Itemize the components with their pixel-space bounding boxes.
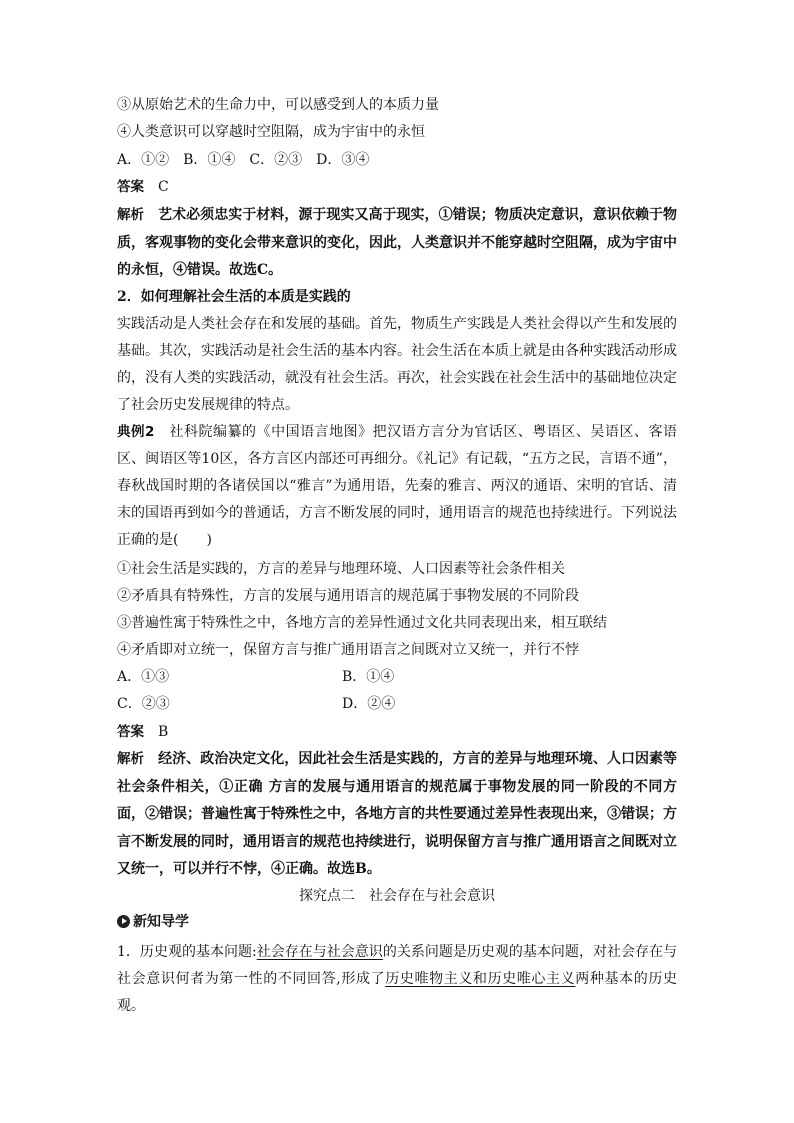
choice-d: D．②④ [342, 696, 396, 712]
answer-value: B [158, 724, 169, 740]
example-text: 社科院编纂的《中国语言地图》把汉语方言分为官话区、粤语区、吴语区、客语区、闽语区等10区，各方言区内部还可再细分。《礼记》有记载，“五方之民，言语不通”，春秋战国时期的各诸侯国以“雅言”为通用语，先秦的雅言、两汉的通语、宋明的官话、清末的国语再到如今的普通话，方言不断发展的同时，通用语言的规范也持续进行。下列说法正确的是( ) [117, 424, 677, 548]
example-2 [117, 419, 677, 554]
analysis-text: 艺术必须忠实于材料，源于现实又高于现实，①错误；物质决定意识，意识依赖于物质，客观事物的变化会带来意识的变化，因此，人类意识并不能穿越时空阻隔，成为宇宙中的永恒，④错误。故选C。 [117, 207, 678, 278]
example-option-4: ④矛盾即对立统一，保留方言与推广通用语言之间既对立又统一，并行不悖 [117, 642, 579, 658]
guide-heading [117, 909, 189, 933]
analysis-label: 解析 [117, 751, 145, 767]
analysis-text: 经济、政治决定文化，因此社会生活是实践的，方言的差异与地理环境、人口因素等社会条件相关，①正确 方言的发展与通用语言的规范属于事物发展的同一阶段的不同方面，②错误；普遍性寓于特殊性之中，各地方言的共性要通过差异性表现出来，③错误；方言不断发展的同时，通用语言的规范也持续进行，说明保留方言与推广通用语言之间既对立又统一，可以并行不悖，④正确。故选B。 [117, 751, 678, 877]
example-option-2: ②矛盾具有特殊性，方言的发展与通用语言的规范属于事物发展的不同阶段 [117, 588, 579, 604]
choice-a: A．①③ [117, 669, 170, 685]
analysis-label: 解析 [117, 207, 145, 223]
answer-1 [117, 174, 169, 200]
example-label: 典例2 [117, 424, 155, 440]
question-2-body: 实践活动是人类社会存在和发展的基础。首先，物质生产实践是人类社会得以产生和发展的基础。其次，实践活动是社会生活的基本内容。社会生活在本质上就是由各种实践活动形成的，没有人类的实践活动，就没有社会生活。再次，社会实践在社会生活中的基础地位决定了社会历史发展规律的特点。 [117, 316, 677, 413]
underlined-term-2: 历史唯物主义和历史唯心主义 [385, 971, 576, 987]
choice-c: C．②③ [117, 696, 170, 712]
answer-label: 答案 [117, 179, 144, 195]
answer-2 [117, 719, 168, 745]
option-3-line: ③从原始艺术的生命力中，可以感受到人的本质力量 [117, 97, 439, 113]
example-option-3: ③普遍性寓于特殊性之中，各地方言的差异性通过文化共同表现出来，相互联结 [117, 615, 607, 631]
choices-line: A．①② B．①④ C．②③ D．③④ [117, 152, 370, 168]
analysis-1 [117, 202, 677, 285]
section-title: 探究点二 社会存在与社会意识 [299, 888, 495, 904]
analysis-2 [117, 746, 677, 884]
point-1: 1．历史观的基本问题:社会存在与社会意识的关系问题是历史观的基本问题，对社会存在与社会意识何者为第一性的不同回答,形成了历史唯物主义和历史唯心主义两种基本的历史观。 [117, 944, 678, 1014]
example-option-1: ①社会生活是实践的，方言的差异与地理环境、人口因素等社会条件相关 [117, 561, 565, 577]
answer-label: 答案 [117, 724, 144, 740]
option-4-line: ④人类意识可以穿越时空阻隔，成为宇宙中的永恒 [117, 124, 425, 140]
question-2-heading: 2．如何理解社会生活的本质是实践的 [117, 289, 351, 305]
underlined-term-1: 社会存在与社会意识 [256, 944, 383, 960]
play-circle-icon [117, 915, 130, 928]
guide-label: 新知导学 [133, 914, 189, 930]
answer-value: C [158, 179, 169, 195]
choice-b: B．①④ [342, 669, 395, 685]
